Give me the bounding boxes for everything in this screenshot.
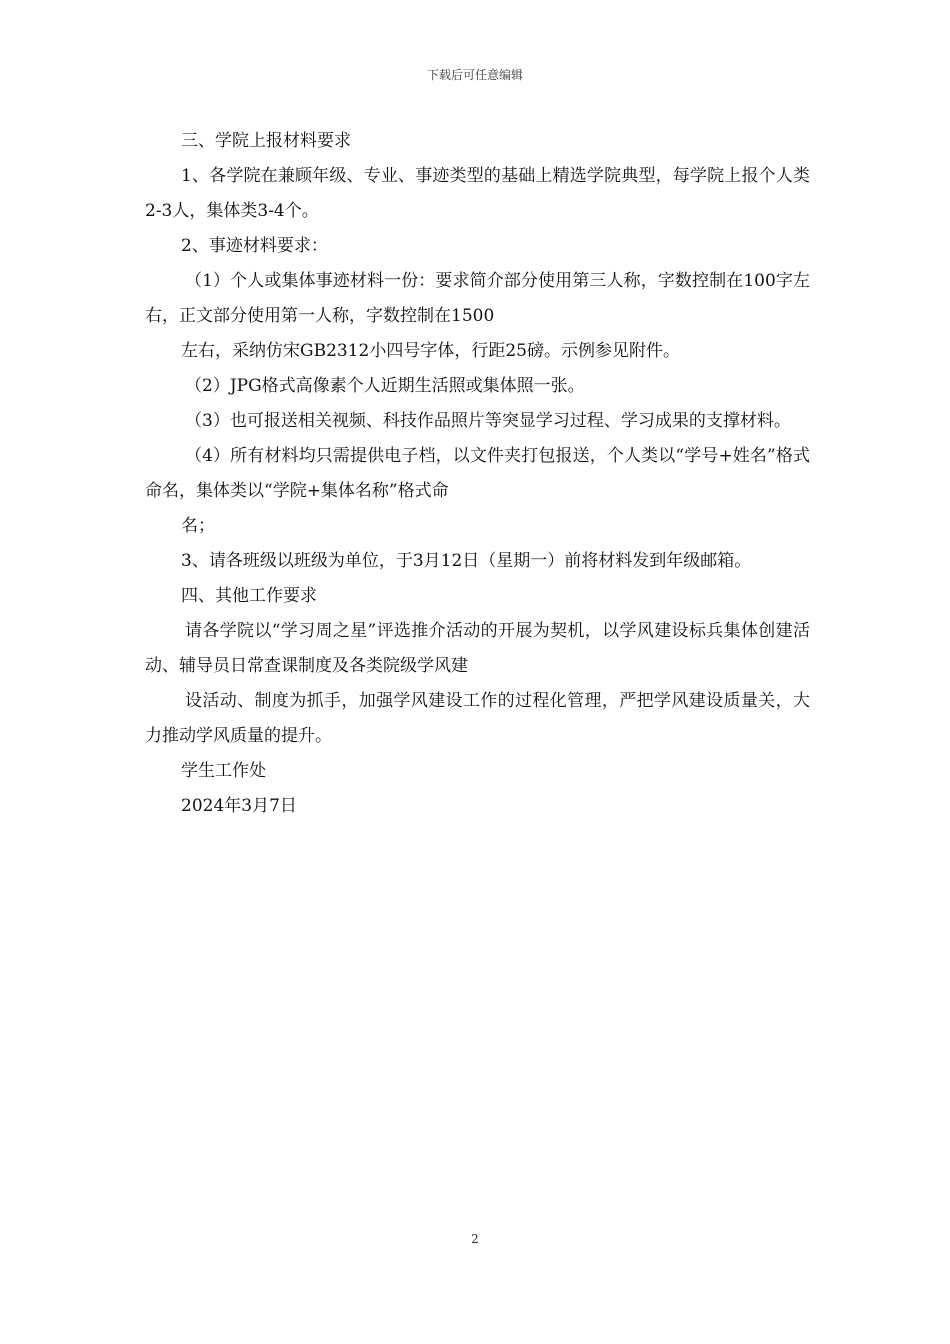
paragraph: （1）个人或集体事迹材料一份：要求简介部分使用第三人称，字数控制在100字左右，正文部分使用第一人称，字数控制在1500 [145, 271, 810, 326]
paragraph: 名； [181, 516, 215, 536]
paragraph: （4）所有材料均只需提供电子档，以文件夹打包报送，个人类以“学号+姓名”格式命名，集体类以“学院+集体名称”格式命 [145, 446, 810, 501]
paragraph: 左右，采纳仿宋GB2312小四号字体，行距25磅。示例参见附件。 [181, 341, 680, 361]
document-body [145, 124, 810, 824]
section-heading-4: 四、其他工作要求 [181, 586, 317, 606]
paragraph: （2）JPG格式高像素个人近期生活照或集体照一张。 [185, 376, 585, 396]
section-heading-3: 三、学院上报材料要求 [181, 131, 351, 151]
paragraph: （3）也可报送相关视频、科技作品照片等突显学习过程、学习成果的支撑材料。 [185, 411, 791, 431]
paragraph: 3、请各班级以班级为单位，于3月12日（星期一）前将材料发到年级邮箱。 [181, 551, 752, 571]
page-header: 下载后可任意编辑 [426, 68, 523, 82]
paragraph: 1、各学院在兼顾年级、专业、事迹类型的基础上精选学院典型，每学院上报个人类2-3人，集体类3-4个。 [145, 166, 810, 221]
paragraph: 设活动、制度为抓手，加强学风建设工作的过程化管理，严把学风建设质量关，大力推动学风质量的提升。 [145, 691, 810, 746]
paragraph: 2、事迹材料要求： [181, 236, 328, 256]
signature-date: 2024年3月7日 [181, 796, 297, 816]
signature-office: 学生工作处 [181, 761, 266, 781]
paragraph: 请各学院以“学习周之星”评选推介活动的开展为契机，以学风建设标兵集体创建活动、辅导员日常查课制度及各类院级学风建 [145, 621, 810, 676]
page-number: 2 [471, 1232, 479, 1246]
